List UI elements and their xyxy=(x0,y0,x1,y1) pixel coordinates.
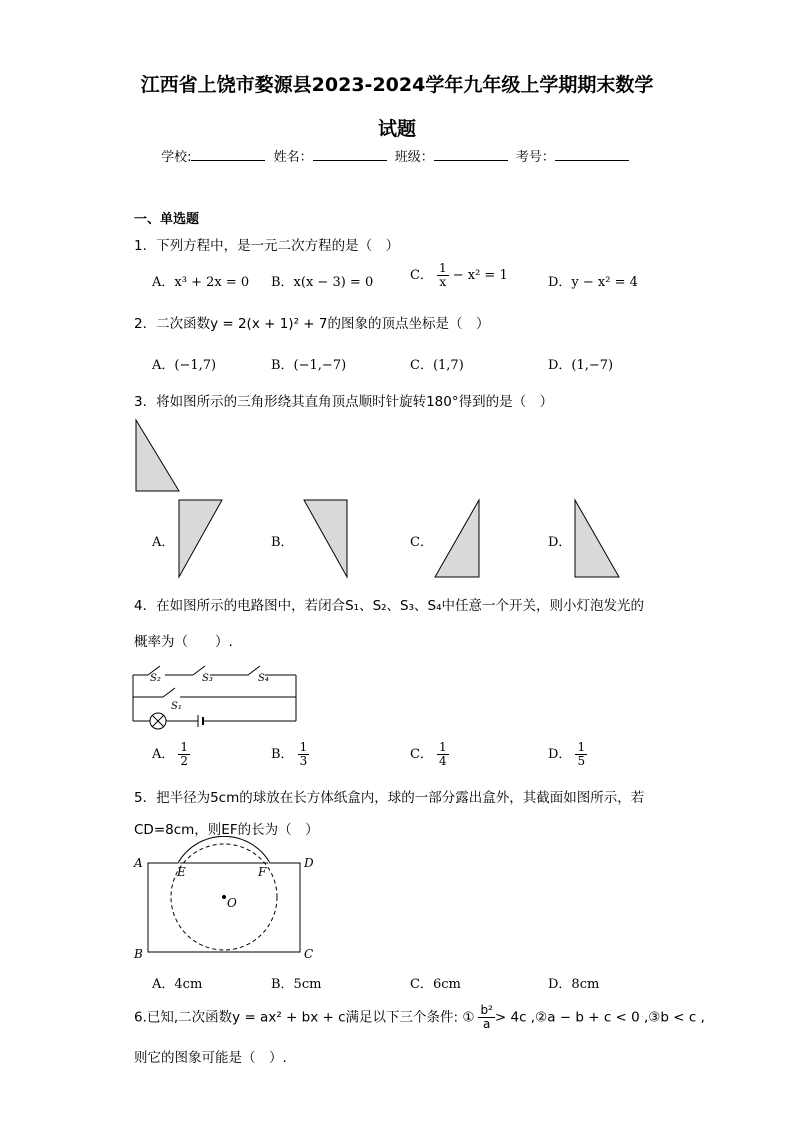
q5-option-a: A．4cm xyxy=(152,977,203,992)
q5-option-c: C．6cm xyxy=(410,977,461,992)
q1-option-d: D．y − x² = 4 xyxy=(548,275,638,290)
q6-stem-pre: 6.已知,二次函数y = ax² + bx + c满足以下三个条件: ① xyxy=(134,1009,475,1026)
q3-option-d-triangle xyxy=(573,498,623,580)
school-blank xyxy=(191,147,265,161)
document-title-line1: 江西省上饶市婺源县2023-2024学年九年级上学期期末数学 xyxy=(140,74,654,96)
q6-stem-post: > 4c ,②a − b + c < 0 ,③b < c , xyxy=(494,1009,705,1026)
exam-no-label: 考号： xyxy=(515,150,555,165)
question-3-stem: 3．将如图所示的三角形绕其直角顶点顺时针旋转180°得到的是（ ） xyxy=(134,394,554,410)
class-blank xyxy=(434,147,508,161)
q2-option-c: C．(1,7) xyxy=(410,358,464,373)
q3-option-a-label: A． xyxy=(152,535,175,550)
q2-option-b: B．(−1,−7) xyxy=(271,358,347,373)
question-4-stem-line1: 4．在如图所示的电路图中，若闭合S₁、S₂、S₃、S₄中任意一个开关，则小灯泡发光的 xyxy=(134,598,645,614)
point-e-label: E xyxy=(177,865,186,879)
question-6-stem-line2: 则它的图象可能是（ ）. xyxy=(134,1050,287,1066)
q4-circuit-diagram xyxy=(128,655,303,730)
q4-option-b: B． $\frac{1}{3}$ xyxy=(271,740,308,768)
q3-option-c-triangle xyxy=(433,498,483,580)
question-4-stem-line2: 概率为（ ）. xyxy=(134,634,233,650)
name-label: 姓名： xyxy=(273,150,313,165)
q3-option-c-label: C． xyxy=(410,535,433,550)
point-b-label: B xyxy=(134,947,143,961)
switch-s4-label: S₄ xyxy=(258,673,269,684)
point-f-label: F xyxy=(258,865,267,879)
q5-option-d: D．8cm xyxy=(548,977,600,992)
question-1-stem: 1．下列方程中，是一元二次方程的是（ ） xyxy=(134,238,400,254)
q1-c-rest: − x² = 1 xyxy=(452,268,508,283)
document-title-line2: 试题 xyxy=(377,118,416,140)
q1-c-letter: C． xyxy=(410,268,433,283)
q5-option-b: B．5cm xyxy=(271,977,322,992)
class-label: 班级： xyxy=(394,150,434,165)
q1-c-fraction: $\frac{1}{x}$ xyxy=(438,261,447,289)
q4-option-a: A． $\frac{1}{2}$ xyxy=(152,740,189,768)
school-label: 学校: xyxy=(161,150,192,165)
student-info-row xyxy=(0,146,794,165)
point-o-label: O xyxy=(227,896,237,910)
q6-fraction: $\frac{\text{b²}}{a}$ xyxy=(480,1003,493,1031)
q2-option-d: D．(1,−7) xyxy=(548,358,614,373)
q3-option-a-triangle xyxy=(177,498,225,580)
point-c-label: C xyxy=(304,947,314,961)
question-5-stem-line2: CD=8cm，则EF的长为（ ） xyxy=(134,822,319,838)
q1-option-c xyxy=(410,262,508,289)
switch-s3-label: S₃ xyxy=(202,673,213,684)
question-5-stem-line1: 5．把半径为5cm的球放在长方体纸盒内，球的一部分露出盒外，其截面如图所示，若 xyxy=(134,790,645,806)
q1-option-a: A．x³ + 2x = 0 xyxy=(152,275,250,290)
q2-option-a: A．(−1,7) xyxy=(152,358,217,373)
q3-option-d-label: D． xyxy=(548,535,572,550)
q4-option-d: D． $\frac{1}{5}$ xyxy=(548,740,586,768)
point-a-label: A xyxy=(134,856,143,870)
q1-option-b: B．x(x − 3) = 0 xyxy=(271,275,374,290)
section-heading: 一、单选题 xyxy=(134,212,200,227)
q5-ball-in-box-diagram xyxy=(128,836,328,964)
q3-option-b-triangle xyxy=(302,498,350,580)
point-d-label: D xyxy=(304,856,314,870)
name-blank xyxy=(313,147,387,161)
question-6-stem-line1 xyxy=(134,1004,705,1031)
q3-original-triangle xyxy=(134,418,184,494)
switch-s1-label: S₁ xyxy=(171,701,182,712)
q3-option-b-label: B． xyxy=(271,535,294,550)
switch-s2-label: S₂ xyxy=(150,673,161,684)
exam-no-blank xyxy=(555,147,629,161)
question-2-stem: 2．二次函数y = 2(x + 1)² + 7的图象的顶点坐标是（ ） xyxy=(134,316,490,332)
q4-option-c: C． $\frac{1}{4}$ xyxy=(410,740,447,768)
